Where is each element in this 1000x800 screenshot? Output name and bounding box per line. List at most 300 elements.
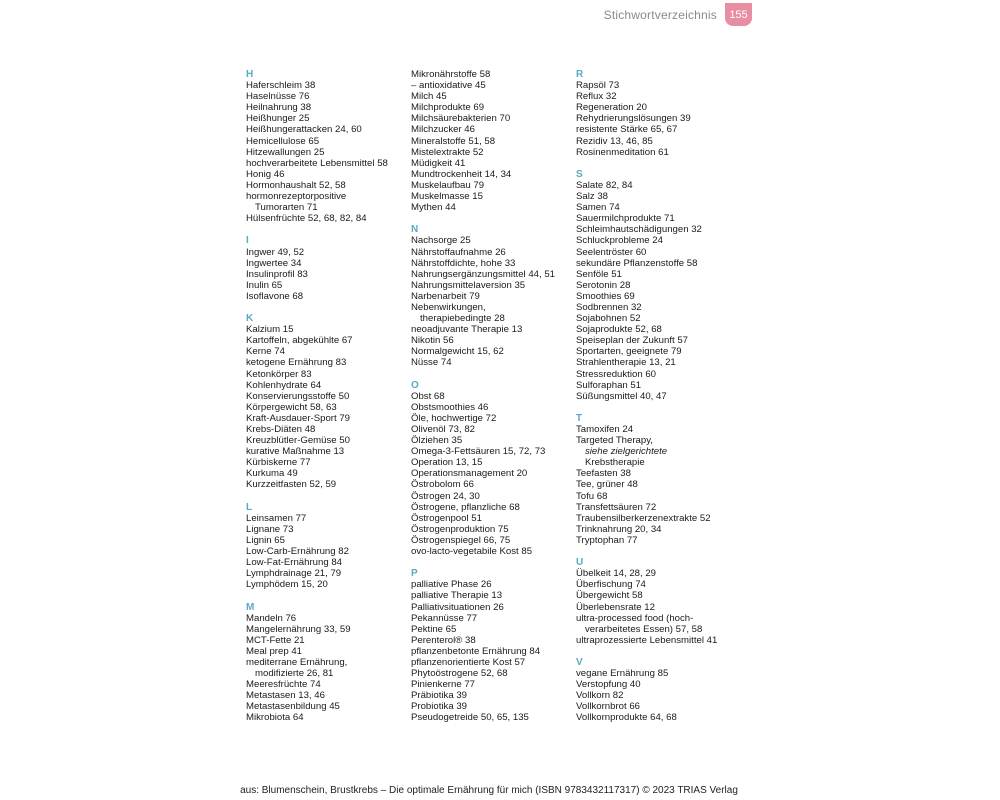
- index-entry: [246, 413, 406, 424]
- index-entry: [411, 579, 571, 590]
- index-section: [246, 602, 406, 724]
- index-entry: [411, 435, 571, 446]
- index-entry: [246, 136, 406, 147]
- index-entry-text: Metastasenbildung 45: [246, 701, 340, 713]
- index-entry: [411, 502, 571, 513]
- index-entry-text: Mikronährstoffe 58: [411, 69, 491, 80]
- index-entry-text: Seelentröster 60: [576, 246, 647, 258]
- index-entry: [411, 258, 571, 269]
- section-letter: M: [246, 601, 255, 613]
- footer-citation-text: aus: Blumenschein, Brustkrebs – Die optimale Ernährung für mich (ISBN 9783432117317) © 2023 TRIAS Verlag: [240, 785, 738, 796]
- index-entry-text: Nüsse 74: [411, 357, 452, 369]
- index-entry: [246, 357, 406, 368]
- index-entry-text: Tofu 68: [576, 490, 608, 502]
- index-entry-text: Hemicellulose 65: [246, 135, 320, 147]
- index-entry: [411, 91, 571, 102]
- section-letter: S: [576, 168, 583, 180]
- index-entry: [246, 158, 406, 169]
- section-letter: T: [576, 412, 583, 424]
- index-entry-text: vegane Ernährung 85: [576, 668, 669, 680]
- index-entry-text: Lignin 65: [246, 534, 285, 546]
- index-entry: [576, 80, 736, 91]
- index-entry: [576, 468, 736, 479]
- index-entry: [246, 468, 406, 479]
- index-entry: [411, 524, 571, 535]
- index-section: [576, 169, 736, 402]
- index-entry: [576, 258, 736, 269]
- index-entry-text: Sojabohnen 52: [576, 313, 641, 325]
- index-entry-text: kurative Maßnahme 13: [246, 446, 345, 458]
- index-entry-text: Kohlenhydrate 64: [246, 379, 322, 391]
- index-entry: [411, 247, 571, 258]
- index-entry-text: Muskelmasse 15: [411, 191, 483, 203]
- index-entry: [576, 180, 736, 191]
- index-entry: [411, 346, 571, 357]
- index-entry: [411, 413, 571, 424]
- index-entry-text: Metastasen 13, 46: [246, 690, 325, 702]
- index-entry: [246, 613, 406, 624]
- index-entry-text: Low-Carb-Ernährung 82: [246, 546, 349, 558]
- index-section: [246, 313, 406, 491]
- index-entry: [246, 424, 406, 435]
- index-entry-text: Kartoffeln, abgekühlte 67: [246, 335, 353, 347]
- index-entry-text: Konservierungsstoffe 50: [246, 390, 350, 402]
- index-entry: [246, 346, 406, 357]
- index-entry-text: Palliativsituationen 26: [411, 601, 504, 613]
- index-entry: [246, 391, 406, 402]
- index-entry-text: Transfettsäuren 72: [576, 501, 657, 513]
- index-entry-continuation: Tumorarten 71: [255, 202, 318, 214]
- index-entry: [246, 291, 406, 302]
- index-entry-text: neoadjuvante Therapie 13: [411, 324, 523, 336]
- index-entry-text: Tryptophan 77: [576, 534, 638, 546]
- index-entry: [576, 224, 736, 235]
- index-entry-text: Milchzucker 46: [411, 124, 475, 136]
- index-entry: [411, 391, 571, 402]
- index-entry: [411, 235, 571, 246]
- index-entry: [411, 446, 571, 457]
- index-entry: [246, 690, 406, 701]
- index-entry: [576, 269, 736, 280]
- index-entry-text: Speiseplan der Zukunft 57: [576, 335, 689, 347]
- index-entry-text: Rezidiv 13, 46, 85: [576, 135, 653, 147]
- index-entry: [576, 568, 736, 579]
- index-entry: [411, 402, 571, 413]
- index-entry-text: Reflux 32: [576, 91, 617, 103]
- index-column-3: [576, 69, 736, 735]
- index-entry: [576, 380, 736, 391]
- section-letter: H: [246, 69, 254, 80]
- index-entry: [246, 380, 406, 391]
- index-entry: [246, 280, 406, 291]
- index-entry-text: Phytoöstrogene 52, 68: [411, 668, 508, 680]
- index-entry: [411, 302, 571, 324]
- index-entry: [576, 291, 736, 302]
- index-entry-text: Hormonhaushalt 52, 58: [246, 179, 346, 191]
- index-entry: [246, 446, 406, 457]
- index-entry-text: Nachsorge 25: [411, 235, 471, 247]
- index-entry-text: Operation 13, 15: [411, 457, 483, 469]
- index-entry-text: Östrogen 24, 30: [411, 490, 480, 502]
- index-entry: [411, 136, 571, 147]
- index-entry: [246, 113, 406, 124]
- index-entry-text: hochverarbeitete Lebensmittel 58: [246, 157, 388, 169]
- index-entry-continuation: therapiebedingte 28: [420, 313, 505, 325]
- index-entry: [246, 679, 406, 690]
- index-entry: [576, 424, 736, 435]
- index-entry-text: Operationsmanagement 20: [411, 468, 528, 480]
- index-entry-text: Smoothies 69: [576, 290, 635, 302]
- index-entry: [411, 324, 571, 335]
- index-entry: [576, 635, 736, 646]
- index-entry: [576, 602, 736, 613]
- index-entry: [411, 657, 571, 668]
- index-entry: [576, 235, 736, 246]
- index-entry-text: Vollkornbrot 66: [576, 701, 640, 713]
- index-entry-text: pflanzenbetonte Ernährung 84: [411, 645, 541, 657]
- index-entry-continuation: verarbeitetes Essen) 57, 58: [585, 623, 703, 635]
- index-entry-text: Östrogenpool 51: [411, 512, 482, 524]
- index-entry-text: Sojaprodukte 52, 68: [576, 324, 662, 336]
- index-entry-text: Nahrungsergänzungsmittel 44, 51: [411, 268, 555, 280]
- section-letter: N: [411, 224, 419, 236]
- index-entry-text: Inulin 65: [246, 279, 283, 291]
- index-entry-text: Nährstoffaufnahme 26: [411, 246, 506, 258]
- index-entry-text: Perenterol® 38: [411, 634, 476, 646]
- index-section: [246, 69, 406, 224]
- index-entry-text: Meal prep 41: [246, 645, 302, 657]
- index-entry: [411, 546, 571, 557]
- index-entry: [411, 280, 571, 291]
- index-entry-text: hormonrezeptorpositive: [246, 191, 347, 203]
- index-entry-text: Übelkeit 14, 28, 29: [576, 568, 657, 580]
- index-entry-text: Trinknahrung 20, 34: [576, 523, 662, 535]
- index-column-1: [246, 69, 406, 735]
- index-entry: [576, 391, 736, 402]
- index-entry-continuation: Krebstherapie: [585, 457, 645, 469]
- section-letter: U: [576, 557, 584, 569]
- index-entry-text: Low-Fat-Ernährung 84: [246, 557, 342, 569]
- index-entry-text: Serotonin 28: [576, 279, 631, 291]
- index-entry: [246, 524, 406, 535]
- index-entry-text: Isoflavone 68: [246, 290, 304, 302]
- index-entry: [576, 280, 736, 291]
- index-entry-text: ultraprozessierte Lebensmittel 41: [576, 634, 718, 646]
- index-entry: [576, 346, 736, 357]
- index-entry-text: Salz 38: [576, 191, 608, 203]
- index-entry-text: Überfischung 74: [576, 579, 646, 591]
- index-entry-text: palliative Phase 26: [411, 579, 492, 591]
- index-entry: [411, 679, 571, 690]
- index-entry: [411, 102, 571, 113]
- index-entry-text: Pseudogetreide 50, 65, 135: [411, 712, 529, 724]
- index-entry: [576, 247, 736, 258]
- index-entry-text: Teefasten 38: [576, 468, 631, 480]
- index-entry: [576, 136, 736, 147]
- index-entry: [576, 324, 736, 335]
- index-entry-text: Nebenwirkungen,: [411, 301, 486, 313]
- index-entry-text: sekundäre Pflanzenstoffe 58: [576, 257, 698, 269]
- index-entry: [411, 513, 571, 524]
- index-entry-text: Heißhungerattacken 24, 60: [246, 124, 362, 136]
- index-entry: [576, 335, 736, 346]
- index-entry-text: Mistelextrakte 52: [411, 146, 484, 158]
- index-entry: [246, 180, 406, 191]
- index-entry: [411, 590, 571, 601]
- index-entry-text: – antioxidative 45: [411, 80, 486, 92]
- index-entry: [411, 602, 571, 613]
- index-entry-text: Nikotin 56: [411, 335, 454, 347]
- index-entry: [411, 646, 571, 657]
- index-entry-text: Kraft-Ausdauer-Sport 79: [246, 412, 350, 424]
- index-entry: [246, 402, 406, 413]
- index-entry-text: Meeresfrüchte 74: [246, 679, 321, 691]
- page-number-badge: 155: [725, 3, 752, 26]
- index-entry-text: Östrogenspiegel 66, 75: [411, 534, 511, 546]
- index-section: [576, 657, 736, 724]
- index-section: [411, 69, 571, 213]
- index-entry: [246, 369, 406, 380]
- index-entry-text: Haferschleim 38: [246, 80, 316, 92]
- index-entry: [411, 535, 571, 546]
- index-section: [576, 557, 736, 646]
- index-entry: [246, 91, 406, 102]
- index-section: [411, 568, 571, 723]
- index-entry: [246, 535, 406, 546]
- index-entry: [246, 147, 406, 158]
- index-entry-text: Obstsmoothies 46: [411, 401, 489, 413]
- section-letter: I: [246, 235, 249, 247]
- index-entry-text: Ingwer 49, 52: [246, 246, 305, 258]
- index-entry-text: Sulforaphan 51: [576, 379, 642, 391]
- index-entry: [411, 613, 571, 624]
- index-entry-text: Heißhunger 25: [246, 113, 310, 125]
- index-entry-text: Kurkuma 49: [246, 468, 298, 480]
- section-letter: O: [411, 379, 419, 391]
- index-entry: [576, 213, 736, 224]
- index-entry: [576, 590, 736, 601]
- index-entry-text: Krebs-Diäten 48: [246, 424, 316, 435]
- index-entry: [246, 335, 406, 346]
- index-entry: [411, 635, 571, 646]
- index-entry-text: MCT-Fette 21: [246, 634, 305, 646]
- index-entry: [411, 491, 571, 502]
- index-entry-text: Milchprodukte 69: [411, 102, 485, 114]
- index-entry-continuation: siehe zielgerichtete: [585, 446, 668, 458]
- index-entry-continuation: modifizierte 26, 81: [255, 668, 334, 680]
- index-entry-text: pflanzenorientierte Kost 57: [411, 656, 526, 668]
- index-entry: [411, 690, 571, 701]
- index-section: [576, 69, 736, 158]
- index-entry: [411, 191, 571, 202]
- index-entry-text: Schleimhautschädigungen 32: [576, 224, 702, 236]
- index-entry: [246, 213, 406, 224]
- index-entry: [576, 524, 736, 535]
- index-entry-text: Traubensilberkerzenextrakte 52: [576, 512, 711, 524]
- index-entry: [411, 113, 571, 124]
- index-entry-text: ultra-processed food (hoch-: [576, 612, 694, 624]
- index-entry: [246, 579, 406, 590]
- index-entry: [576, 102, 736, 113]
- index-entry: [246, 646, 406, 657]
- index-entry: [576, 579, 736, 590]
- index-entry-text: Honig 46: [246, 168, 285, 180]
- index-entry-text: Ingwertee 34: [246, 257, 302, 269]
- index-entry: [411, 124, 571, 135]
- index-section: [411, 380, 571, 558]
- index-entry: [411, 158, 571, 169]
- index-entry: [246, 435, 406, 446]
- index-entry: [411, 180, 571, 191]
- index-entry-text: Vollkornprodukte 64, 68: [576, 712, 677, 724]
- index-entry-text: Süßungsmittel 40, 47: [576, 390, 667, 402]
- index-entry-text: Targeted Therapy,: [576, 435, 653, 447]
- index-entry-text: Sodbrennen 32: [576, 301, 642, 313]
- index-entry-text: Pinienkerne 77: [411, 679, 476, 691]
- index-entry: [411, 69, 571, 80]
- index-entry: [576, 357, 736, 368]
- index-entry-text: Samen 74: [576, 202, 620, 214]
- index-entry-text: Narbenarbeit 79: [411, 290, 480, 302]
- index-entry-text: ketogene Ernährung 83: [246, 357, 347, 369]
- index-entry-text: Präbiotika 39: [411, 690, 467, 702]
- index-entry-text: Tamoxifen 24: [576, 424, 634, 435]
- index-entry-text: Milch 45: [411, 91, 447, 103]
- index-entry: [411, 457, 571, 468]
- index-entry: [576, 513, 736, 524]
- index-entry-text: Mandeln 76: [246, 612, 297, 624]
- index-entry: [246, 191, 406, 213]
- index-entry-text: Lignane 73: [246, 523, 294, 535]
- index-entry-text: Regeneration 20: [576, 102, 647, 114]
- index-column-2: [411, 69, 571, 735]
- index-entry: [576, 147, 736, 158]
- index-entry-text: Salate 82, 84: [576, 179, 633, 191]
- index-section: [246, 502, 406, 591]
- index-entry-text: Sportarten, geeignete 79: [576, 346, 682, 358]
- index-entry-text: Rosinenmeditation 61: [576, 146, 669, 158]
- index-entry: [576, 502, 736, 513]
- index-entry-text: Obst 68: [411, 390, 445, 402]
- index-entry: [246, 568, 406, 579]
- index-entry-text: Nahrungsmittelaversion 35: [411, 279, 526, 291]
- index-entry: [576, 613, 736, 635]
- index-entry: [246, 102, 406, 113]
- index-entry: [576, 479, 736, 490]
- index-entry-text: Senföle 51: [576, 268, 622, 280]
- section-letter: P: [411, 568, 418, 580]
- index-entry-text: Milchsäurebakterien 70: [411, 113, 511, 125]
- index-entry: [576, 435, 736, 468]
- index-entry-text: Pektine 65: [411, 623, 457, 635]
- index-entry-text: Vollkorn 82: [576, 690, 624, 702]
- index-entry: [246, 258, 406, 269]
- index-entry-text: Probiotika 39: [411, 701, 467, 713]
- index-entry: [246, 169, 406, 180]
- section-letter: R: [576, 69, 584, 80]
- index-entry-text: Mundtrockenheit 14, 34: [411, 168, 512, 180]
- index-entry-text: Rehydrierungslösungen 39: [576, 113, 691, 125]
- index-entry: [246, 247, 406, 258]
- index-entry-text: Mikrobiota 64: [246, 712, 304, 724]
- index-entry-text: Haselnüsse 76: [246, 91, 310, 103]
- index-entry: [576, 679, 736, 690]
- index-entry-text: Mineralstoffe 51, 58: [411, 135, 496, 147]
- index-entry: [246, 269, 406, 280]
- index-entry-text: Östrogenproduktion 75: [411, 523, 509, 535]
- index-entry: [246, 557, 406, 568]
- index-entry-text: Lymphödem 15, 20: [246, 579, 328, 591]
- index-entry: [411, 147, 571, 158]
- index-entry-text: palliative Therapie 13: [411, 590, 503, 602]
- index-entry: [576, 313, 736, 324]
- index-entry-text: Körpergewicht 58, 63: [246, 401, 337, 413]
- index-entry: [576, 202, 736, 213]
- index-section: [411, 224, 571, 368]
- index-entry: [246, 324, 406, 335]
- index-entry: [411, 479, 571, 490]
- index-entry-text: Mythen 44: [411, 202, 456, 214]
- index-entry: [411, 712, 571, 723]
- index-entry-text: Omega-3-Fettsäuren 15, 72, 73: [411, 446, 546, 458]
- index-entry: [246, 546, 406, 557]
- index-entry-text: Schluckprobleme 24: [576, 235, 663, 247]
- index-entry-text: Östrobolom 66: [411, 479, 474, 491]
- index-entry: [246, 513, 406, 524]
- index-entry-text: Mangelernährung 33, 59: [246, 623, 351, 635]
- index-entry: [576, 712, 736, 723]
- index-entry-text: resistente Stärke 65, 67: [576, 124, 678, 136]
- index-entry: [411, 269, 571, 280]
- index-entry-text: Hülsenfrüchte 52, 68, 82, 84: [246, 213, 367, 225]
- index-entry: [411, 668, 571, 679]
- index-entry-text: Sauermilchprodukte 71: [576, 213, 675, 225]
- index-entry-text: Olivenöl 73, 82: [411, 424, 475, 435]
- index-entry-text: Kurzzeitfasten 52, 59: [246, 479, 337, 491]
- index-entry-text: Ölziehen 35: [411, 435, 463, 447]
- index-entry-text: Heilnahrung 38: [246, 102, 312, 114]
- index-entry: [246, 624, 406, 635]
- index-entry: [246, 124, 406, 135]
- index-entry: [411, 468, 571, 479]
- index-entry: [576, 191, 736, 202]
- index-entry: [411, 202, 571, 213]
- index-entry: [411, 169, 571, 180]
- index-entry: [246, 712, 406, 723]
- index-entry-text: Verstopfung 40: [576, 679, 641, 691]
- index-entry: [246, 457, 406, 468]
- index-entry: [411, 624, 571, 635]
- index-entry: [246, 701, 406, 712]
- index-entry: [576, 369, 736, 380]
- index-entry-text: Tee, grüner 48: [576, 479, 638, 491]
- index-entry-text: ovo-lacto-vegetabile Kost 85: [411, 546, 533, 558]
- section-letter: K: [246, 313, 254, 325]
- index-entry: [246, 635, 406, 646]
- footer-citation: [0, 785, 1000, 796]
- index-entry: [576, 690, 736, 701]
- index-entry: [411, 335, 571, 346]
- index-entry-text: Kreuzblütler-Gemüse 50: [246, 435, 350, 447]
- index-entry-text: Kalzium 15: [246, 324, 294, 336]
- index-entry-text: Pekannüsse 77: [411, 612, 478, 624]
- index-entry-text: Kerne 74: [246, 346, 285, 358]
- index-entry-text: Muskelaufbau 79: [411, 179, 485, 191]
- index-entry-text: mediterrane Ernährung,: [246, 656, 348, 668]
- index-entry: [246, 479, 406, 490]
- index-entry: [576, 302, 736, 313]
- index-entry-text: Insulinprofil 83: [246, 268, 308, 280]
